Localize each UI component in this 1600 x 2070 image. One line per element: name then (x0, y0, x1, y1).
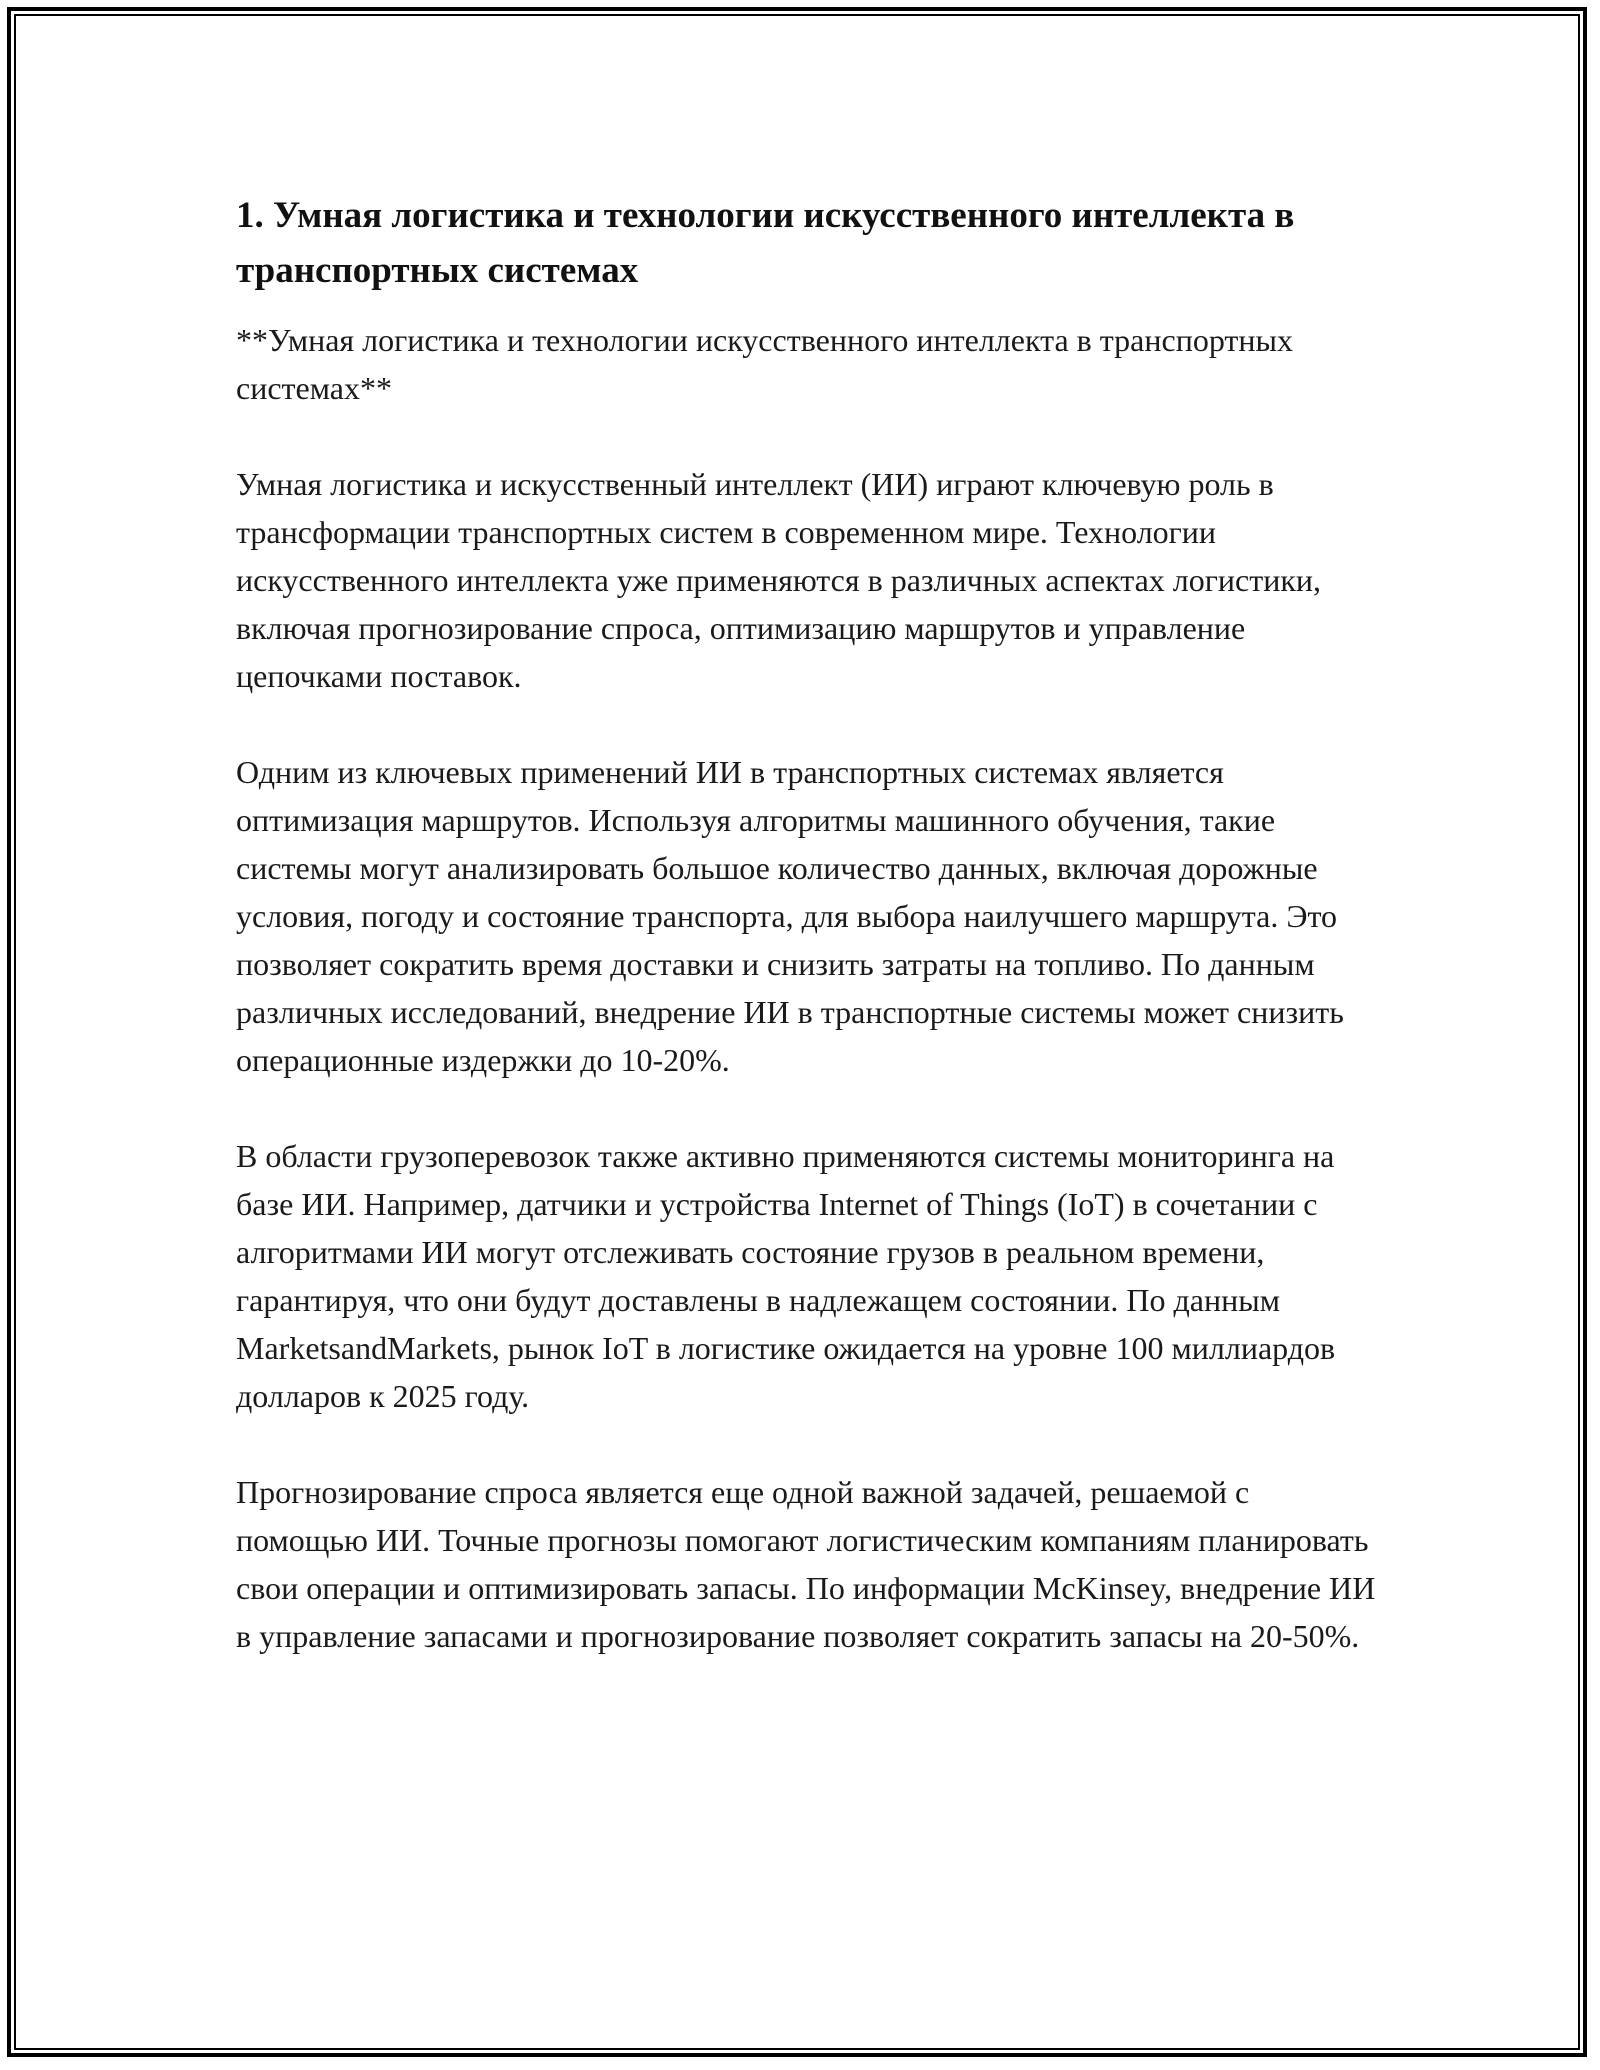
paragraph-route-optimization: Одним из ключевых применений ИИ в транспортных системах является оптимизация маршрутов. Используя алгоритмы машинного обучения, такие системы могут анализировать большое количество данных, включая дорожные условия, погоду и состояние транспорта, для выбора наилучшего маршрута. Это позволяет сократить время доставки и снизить затраты на топливо. По данным различных исследований, внедрение ИИ в транспортные системы может снизить операционные издержки до 10-20%. (236, 754, 1344, 1078)
document-body (236, 188, 1386, 1708)
paragraph-bold-title: **Умная логистика и технологии искусственного интеллекта в транспортных системах** (236, 322, 1293, 406)
paragraph-demand-forecasting: Прогнозирование спроса является еще одной важной задачей, решаемой с помощью ИИ. Точные прогнозы помогают логистическим компаниям планировать свои операции и оптимизировать запасы. По информации McKinsey, внедрение ИИ в управление запасами и прогнозирование позволяет сократить запасы на 20-50%. (236, 1474, 1376, 1654)
section-title: 1. Умная логистика и технологии искусственного интеллекта в транспортных системах (236, 195, 1295, 291)
paragraph-cargo-monitoring: В области грузоперевозок также активно применяются системы мониторинга на базе ИИ. Например, датчики и устройства Internet of Things (IoT) в сочетании с алгоритмами ИИ могут отслеживать состояние грузов в реальном времени, гарантируя, что они будут доставлены в надлежащем состоянии. По данным MarketsandMarkets, рынок IoT в логистике ожидается на уровне 100 миллиардов долларов к 2025 году. (236, 1138, 1336, 1414)
paragraph-intro: Умная логистика и искусственный интеллект (ИИ) играют ключевую роль в трансформации транспортных систем в современном мире. Технологии искусственного интеллекта уже применяются в различных аспектах логистики, включая прогнозирование спроса, оптимизацию маршрутов и управление цепочками поставок. (236, 466, 1321, 694)
